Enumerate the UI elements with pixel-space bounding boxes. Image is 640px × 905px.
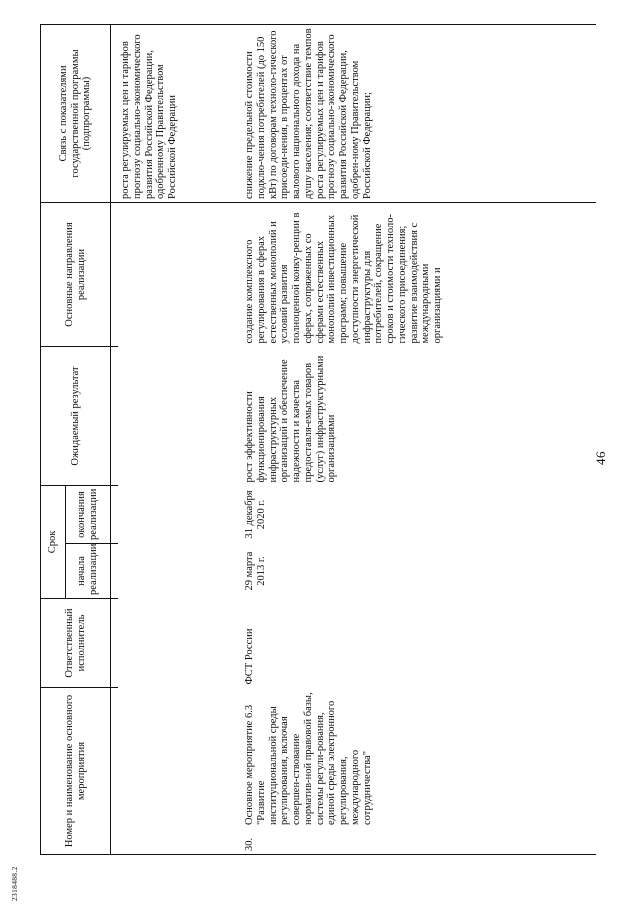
header-number-name: Номер и наименование основного мероприятия	[41, 688, 111, 855]
cell-number-name	[242, 688, 596, 855]
header-result: Ожидаемый результат	[41, 346, 111, 485]
header-link: Связь с показателями государственной программы (подпрограммы)	[41, 24, 111, 202]
cell-term-start: 29 марта 2013 г.	[244, 551, 267, 591]
header-executor: Ответственный исполнитель	[41, 599, 111, 688]
table-row	[242, 24, 596, 854]
page-number: 46	[593, 451, 608, 465]
cell-link: снижение предельной стоимости подклю-чения потребителей (до 150 кВт) по договорам техноло-гического присоеди-нения, в процентах от валового национального дохода на душу населения; соответствие темпов роста регулируемых цен и тарифов прогнозу социально-экономического развития Российской Федерации, одобрен-ному Правительством Российской Федерации;	[242, 24, 596, 202]
cell-directions: создание комплексного регулирования в сферах естественных монополий и условий развития полноценной конку-ренции в сферах, сопряженных со сферами естественных монополий инвестиционных программ; повышение доступности энергетической инфраструктуры для потребителей, сокращение сроков и стоимости техноло-гического присоединения; развитие взаимодействия с международными организациями и	[244, 212, 443, 344]
continuation-link-cell: роста регулируемых цен и тарифов прогнозу социально-экономического развития Российской Федерации, одобренному Правительством Российской Федерации	[118, 24, 242, 202]
measure-name: Основное мероприятие 6.3 "Развитие институциональной среды регулирования, включая совершен-ствование норматив-ной правовой базы, системы регули-рования, единой среды электронного регулирования, международного сотрудничества"	[244, 692, 373, 825]
cell-term-end: 31 декабря 2020 г.	[244, 490, 267, 539]
header-term-start: начала реализации	[66, 544, 111, 599]
header-term-end: окончания реализации	[66, 485, 111, 543]
table-gap-row	[111, 24, 119, 854]
measures-table	[40, 24, 596, 855]
cell-executor: ФСТ России	[244, 628, 255, 685]
continuation-row	[118, 24, 242, 854]
row-number: 30.	[244, 837, 255, 851]
header-term: Срок	[41, 485, 66, 598]
document-id: 2318488.2	[10, 866, 19, 901]
header-directions: Основные направления реализации	[41, 202, 111, 346]
cell-result: рост эффективности функционирования инфраструктурных организаций и обеспечение надежности и качества предоставля-емых товаров (услуг) инфраструктурными организациями	[244, 355, 338, 483]
